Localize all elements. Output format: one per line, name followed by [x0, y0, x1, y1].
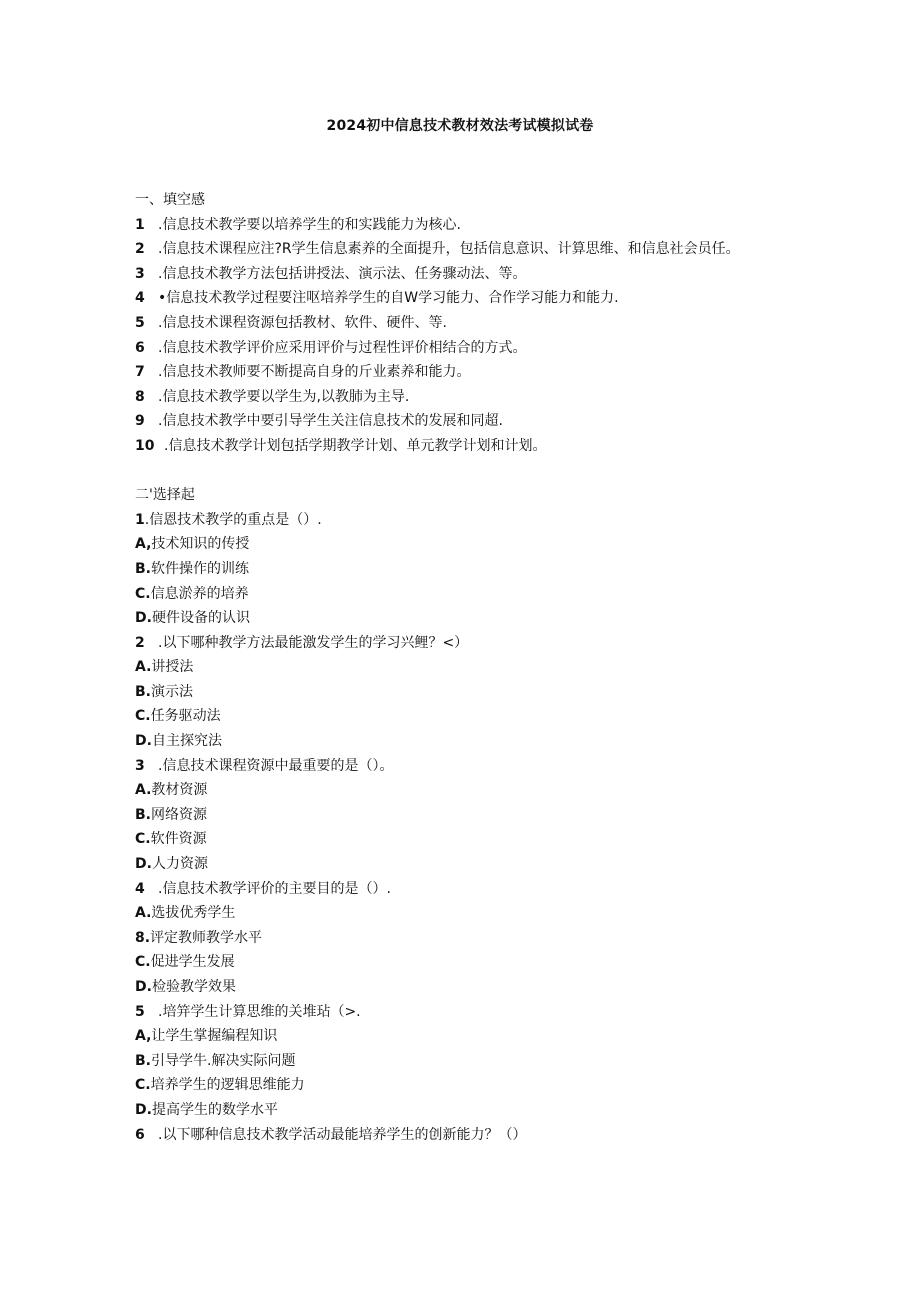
item-number: 9: [135, 413, 145, 430]
fill-in-item: [135, 311, 785, 336]
item-text: •信息技术教学过程要注呕培养学生的自W学习能力、合作学习能力和能力.: [158, 290, 619, 307]
option-item: [135, 655, 785, 680]
fill-in-item: [135, 360, 785, 385]
option-letter: A.: [135, 782, 152, 799]
option-item: [135, 1024, 785, 1049]
option-item: [135, 1049, 785, 1074]
fill-in-item: [135, 409, 785, 434]
question-number: 1: [135, 511, 145, 528]
option-text: 人力资源: [151, 856, 208, 873]
fill-in-item: [135, 385, 785, 410]
item-text: .信息技术教学方法包括讲授法、演示法、任务骤动法、等。: [158, 265, 527, 282]
question-text: .信息技术课程资源中最重要的是（）。: [158, 757, 394, 774]
question-text: .以下哪种教学方法最能激发学生的学习兴鲤？<）: [158, 634, 469, 651]
option-letter: D.: [135, 979, 152, 995]
option-item: [135, 950, 785, 975]
item-number: 5: [135, 314, 145, 331]
item-text: .信息技术教师要不断提高自身的斤业素养和能力。: [158, 364, 471, 381]
item-number: 6: [135, 339, 145, 356]
option-item: [135, 975, 785, 1000]
option-letter: C.: [135, 585, 151, 602]
option-letter: B.: [135, 806, 151, 823]
item-text: .信息技术教学评价应采用评价与过程性评价相结合的方式。: [158, 339, 527, 356]
question-item: [135, 754, 785, 779]
option-item: [135, 582, 785, 607]
fill-in-item: [135, 213, 785, 238]
option-item: [135, 778, 785, 803]
item-text: .信息技术教学要以培养学生的和实践能力为核心.: [158, 216, 461, 233]
fill-in-item: [135, 336, 785, 361]
option-letter: 8.: [135, 929, 151, 946]
option-item: [135, 1073, 785, 1098]
question-text: .以下哪种信息技术教学活动最能培养学生的创新能力？（）: [158, 1126, 527, 1143]
section-2-heading: 二'选择起: [135, 487, 195, 504]
option-item: [135, 680, 785, 705]
question-text: .信息技术教学评价的主要目的是（）.: [158, 880, 391, 897]
option-text: 引导学牛.解决实际问题: [151, 1052, 296, 1069]
option-item: [135, 704, 785, 729]
option-text: 自主探究法: [151, 733, 222, 750]
option-item: [135, 852, 785, 877]
item-text: .信息技术课程资源包括教材、软件、硬件、等.: [158, 314, 447, 331]
option-text: 评定教师教学水平: [150, 929, 263, 946]
option-letter: C.: [135, 831, 151, 848]
option-letter: B.: [135, 560, 151, 577]
choice-list: [135, 508, 785, 1147]
item-number: 2: [135, 241, 145, 258]
option-item: [135, 1098, 785, 1123]
fill-in-item: [135, 262, 785, 287]
question-item: [135, 508, 785, 533]
fill-in-item: [135, 237, 785, 262]
item-text: .信息技术教学要以学生为,以教肺为主导.: [158, 388, 410, 405]
item-text: .信息技术课程应注?R学生信息素养的全面提升，包括信息意识、计算思维、和信息社会员任。: [158, 241, 740, 258]
section-gap: [135, 459, 785, 484]
option-text: 讲授法: [151, 659, 194, 676]
option-item: [135, 901, 785, 926]
option-text: 培养学生的逻辑思维能力: [150, 1077, 305, 1094]
option-text: 检验教学效果: [151, 979, 236, 995]
item-number: 3: [135, 265, 145, 282]
option-letter: A,: [135, 1028, 152, 1045]
option-item: [135, 606, 785, 631]
option-item: [135, 926, 785, 951]
item-number: 8: [135, 388, 145, 405]
item-number: 10: [135, 437, 155, 454]
item-text: .信息技术教学计划包括学期教学计划、单元教学计划和计划。: [164, 437, 547, 454]
option-letter: A,: [135, 536, 152, 553]
option-letter: B.: [135, 1052, 151, 1069]
option-text: 让学生掌握编程知识: [151, 1028, 278, 1045]
option-text: 技术知识的传授: [151, 536, 250, 553]
option-letter: D.: [135, 733, 152, 750]
question-number: 3: [135, 757, 145, 774]
option-text: 提高学生的数学水平: [151, 1101, 278, 1118]
question-item: [135, 1123, 785, 1148]
question-text: .信恩技术教学的重点是（）.: [144, 511, 322, 528]
question-item: [135, 877, 785, 902]
option-letter: A.: [135, 659, 152, 676]
question-text: .培笄学生计算思维的关堆玷（>.: [158, 1003, 361, 1020]
option-item: [135, 532, 785, 557]
option-letter: D.: [135, 610, 152, 627]
question-number: 6: [135, 1126, 145, 1143]
question-item: [135, 1000, 785, 1025]
option-text: 任务驱动法: [150, 708, 221, 725]
option-text: 网络资源: [151, 806, 207, 823]
question-number: 4: [135, 880, 145, 897]
item-number: 1: [135, 216, 145, 233]
option-item: [135, 557, 785, 582]
option-letter: D.: [135, 856, 152, 873]
option-text: 硬件设备的认识: [151, 610, 250, 627]
option-text: 软件资源: [150, 831, 207, 848]
question-number: 2: [135, 634, 145, 651]
question-item: [135, 631, 785, 656]
option-letter: C.: [135, 708, 151, 725]
fill-in-item: [135, 434, 785, 459]
section-1-heading: 一、填空感: [135, 192, 205, 208]
item-number: 7: [135, 364, 145, 381]
option-text: 演示法: [151, 683, 193, 700]
option-letter: D.: [135, 1101, 152, 1118]
exam-content: [135, 188, 785, 1147]
option-letter: A.: [135, 905, 152, 922]
option-text: 促进学生发展: [150, 954, 235, 971]
option-letter: C.: [135, 1077, 151, 1094]
option-item: [135, 803, 785, 828]
item-number: 4: [135, 290, 145, 307]
option-letter: C.: [135, 954, 151, 971]
option-letter: B.: [135, 683, 151, 700]
option-item: [135, 827, 785, 852]
option-text: 教材资源: [151, 782, 208, 799]
fill-in-item: [135, 286, 785, 311]
question-number: 5: [135, 1003, 145, 1020]
option-text: 软件操作的训练: [151, 560, 249, 577]
item-text: .信息技术教学中要引导学生关注信息技术的发展和同超.: [158, 413, 503, 430]
option-item: [135, 729, 785, 754]
option-text: 信息淤养的培养: [150, 585, 249, 602]
page-title: 2024初中信息技术教材效法考试模拟试卷: [326, 118, 594, 134]
fill-in-list: [135, 213, 785, 459]
option-text: 选拔优秀学生: [151, 905, 236, 922]
